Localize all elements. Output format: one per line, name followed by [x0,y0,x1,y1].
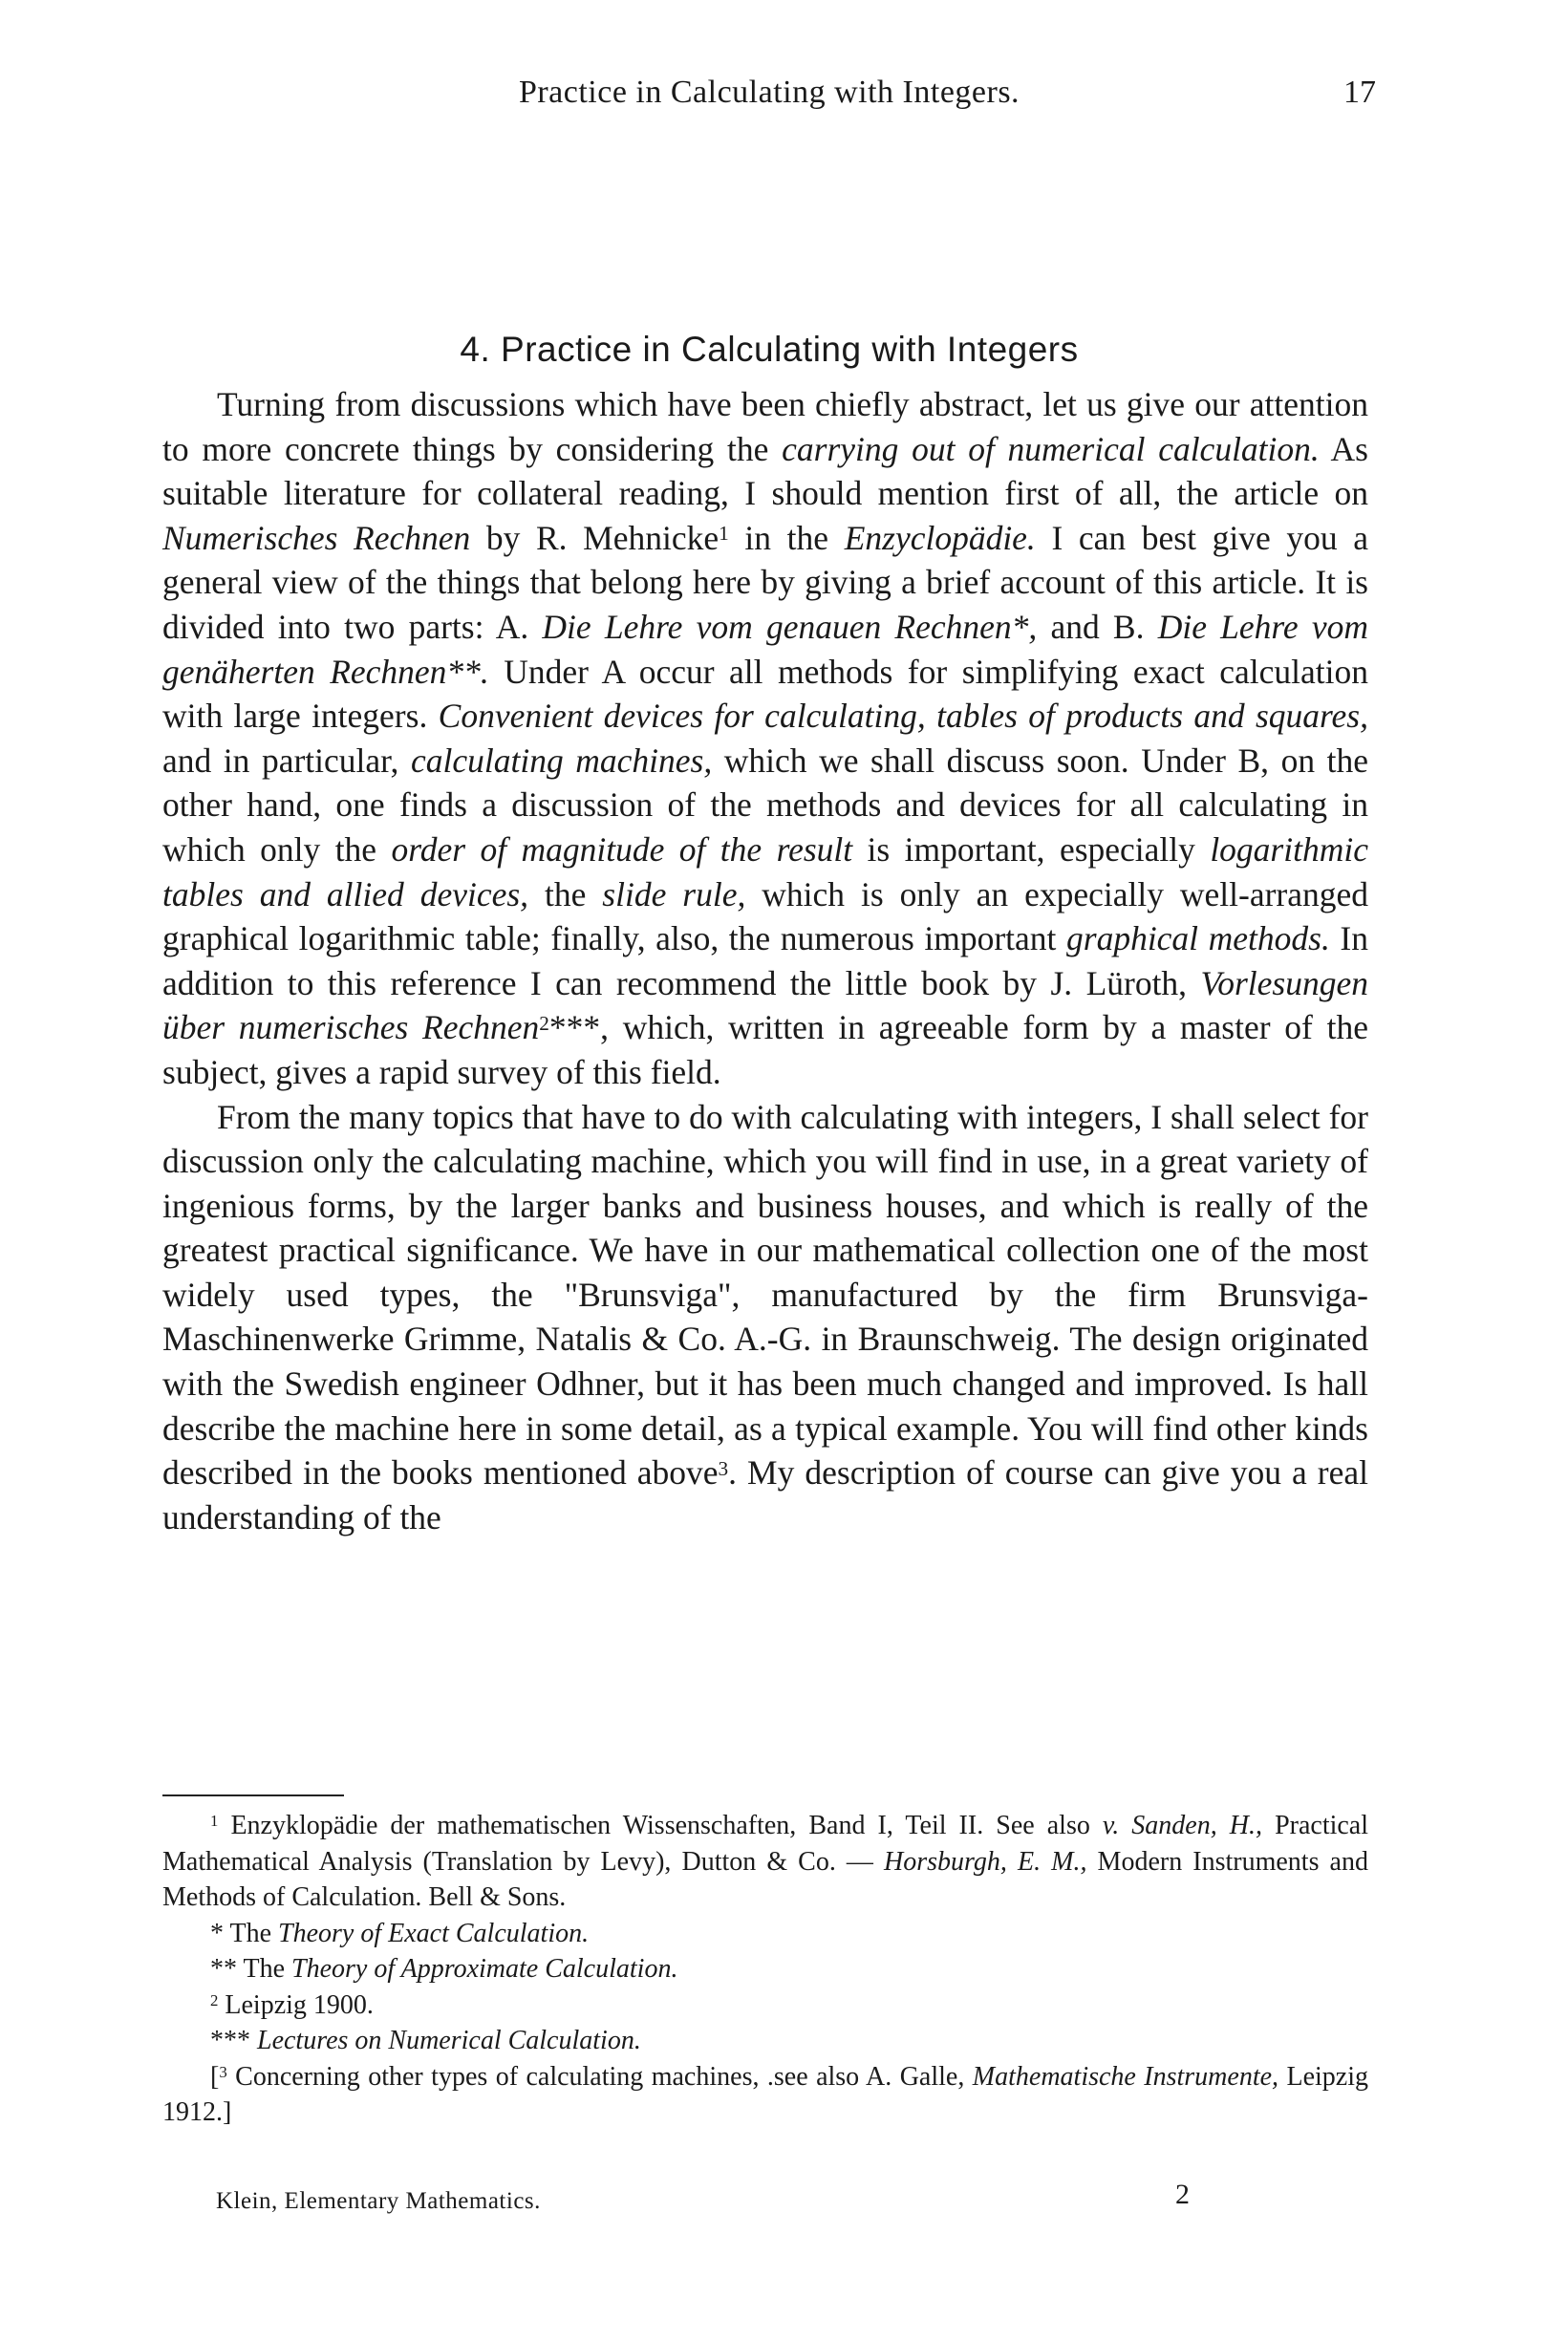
italic-run: Lectures on Numerical Calculation. [257,2026,641,2055]
text-run: which we shall discuss soon. Under B, on the other hand, one finds a discussion of the methods and devices for all calculating in which only the [162,741,1369,869]
footnote-ref: 2 [539,1011,549,1035]
italic-run: Theory of Exact Calculation. [278,1918,590,1948]
italic-run: Numerisches Rechnen [162,518,471,557]
footnotes [162,1808,1368,2131]
paragraph-1 [162,382,1368,1095]
italic-run: Die Lehre vom genauen Rechnen*, [542,607,1038,646]
text-run: by R. Mehnicke [470,518,720,557]
footnote-mark: 1 [210,1812,219,1831]
text-run: [ [210,2061,220,2092]
text-run: Under A occur all methods for simplifying exact calculation with large integers. [162,652,1368,736]
running-head [162,75,1376,122]
italic-run: Horsburgh, E. M., [884,1846,1087,1877]
text-run: Leipzig 1912.] [162,2061,1368,2127]
text-run: in the [728,518,845,557]
running-title: Practice in Calculating with Integers. [518,75,1020,110]
italic-run: Enzyclopädie. [844,518,1036,557]
text-run: I can best give you a general view of the things that belong here by giving a brief account of this article. It is divided into two parts: A. [162,518,1368,646]
italic-run: slide rule, [602,874,746,913]
italic-run: logarithmic tables and allied devices, [162,829,1368,913]
footnote-star-3 [162,2023,1368,2059]
text-run: Enzyklopädie der mathematischen Wissenschaften, Band I, Teil II. See also [218,1811,1103,1840]
text-run: Concerning other types of calculating machines, .see also A. Galle, [226,2061,973,2092]
italic-run: order of magnitude of the result [391,829,853,869]
footnote-star-2 [162,1951,1368,1987]
section-heading: 4. Practice in Calculating with Integers [460,330,1079,369]
signature-mark: 2 [1175,2179,1190,2210]
footnote-star-1 [162,1916,1368,1952]
text-run: From the many topics that have to do with calculating with integers, I shall select for discussion only the calculating machine, which you will find in use, in a great variety of ingenious forms, by the larger banks and business houses, and which is really of the greatest practical significance. We have in our mathematical collection one of the most widely used types, the "Brunsviga", manufactured by the firm Brunsviga-Maschinenwerke Grimme, Natalis & Co. A.-G. in Braunschweig. The design originated with the Swedish engineer Odhner, but it has been much changed and improved. Is hall describe the machine here in some detail, as a typical example. You will find other kinds described in the books mentioned above [162,1097,1368,1493]
text-run: Leipzig 1900. [218,1989,374,2020]
footnote-3 [162,2059,1368,2131]
footnote-2 [162,1987,1368,2024]
text-run: . My description of course can give you a real understanding of the [162,1453,1368,1536]
text-run: the [528,874,603,913]
italic-run: Theory of Approximate Calculation. [291,1954,678,1984]
text-run: and B. [1037,607,1158,646]
italic-run: Mathematische Instrumente, [972,2061,1279,2092]
footnote-mark: 3 [219,2062,227,2081]
text-run: Modern Instruments and Methods of Calculation. Bell & Sons. [162,1846,1368,1912]
footnote-1 [162,1808,1368,1916]
body-text [162,382,1368,1539]
italic-run: Die Lehre vom genäherten Rechnen**. [162,607,1369,691]
italic-run: carrying out of numerical calculation. [782,429,1320,468]
paragraph-2 [162,1095,1368,1540]
italic-run: graphical methods. [1066,919,1330,958]
text-run: is important, especially [852,829,1211,869]
page-number: 17 [1343,75,1376,110]
text-run: In addition to this reference I can recommend the little book by J. Lüroth, [162,919,1369,1002]
text-run: ***, which, written in agreeable form by a master of the subject, gives a rapid survey of this field. [162,1008,1368,1091]
text-run: which is only an expecially well-arranged graphical logarithmic table; finally, also, the numerous important [162,874,1368,958]
italic-run: v. Sanden, H., [1102,1811,1263,1840]
footnote-mark: * [210,1918,224,1948]
text-run: and in particular, [162,741,411,780]
italic-run: calculating machines, [410,741,713,780]
text-run: The [229,1918,279,1948]
footnote-mark: *** [210,2026,250,2055]
text-run: Turning from discussions which have been chiefly abstract, let us give our attention to more concrete things by considering the [162,385,1368,468]
text-run: As suitable literature for collateral reading, I should mention first of all, the article on [162,429,1368,513]
footnote-ref: 3 [718,1456,729,1480]
italic-run: Vorlesungen über numerisches Rechnen [162,963,1368,1047]
footnote-mark: ** [210,1954,237,1984]
footnote-ref: 1 [719,522,729,546]
footnote-mark: 2 [210,1990,219,2009]
italic-run: Convenient devices for calculating, tables of products and squares, [438,697,1368,736]
text-run: Practical Mathematical Analysis (Translation by Levy), Dutton & Co. — [162,1811,1369,1877]
footnote-divider [162,1794,344,1796]
signature-line: Klein, Elementary Mathematics. [216,2188,541,2214]
text-run: The [243,1954,292,1984]
